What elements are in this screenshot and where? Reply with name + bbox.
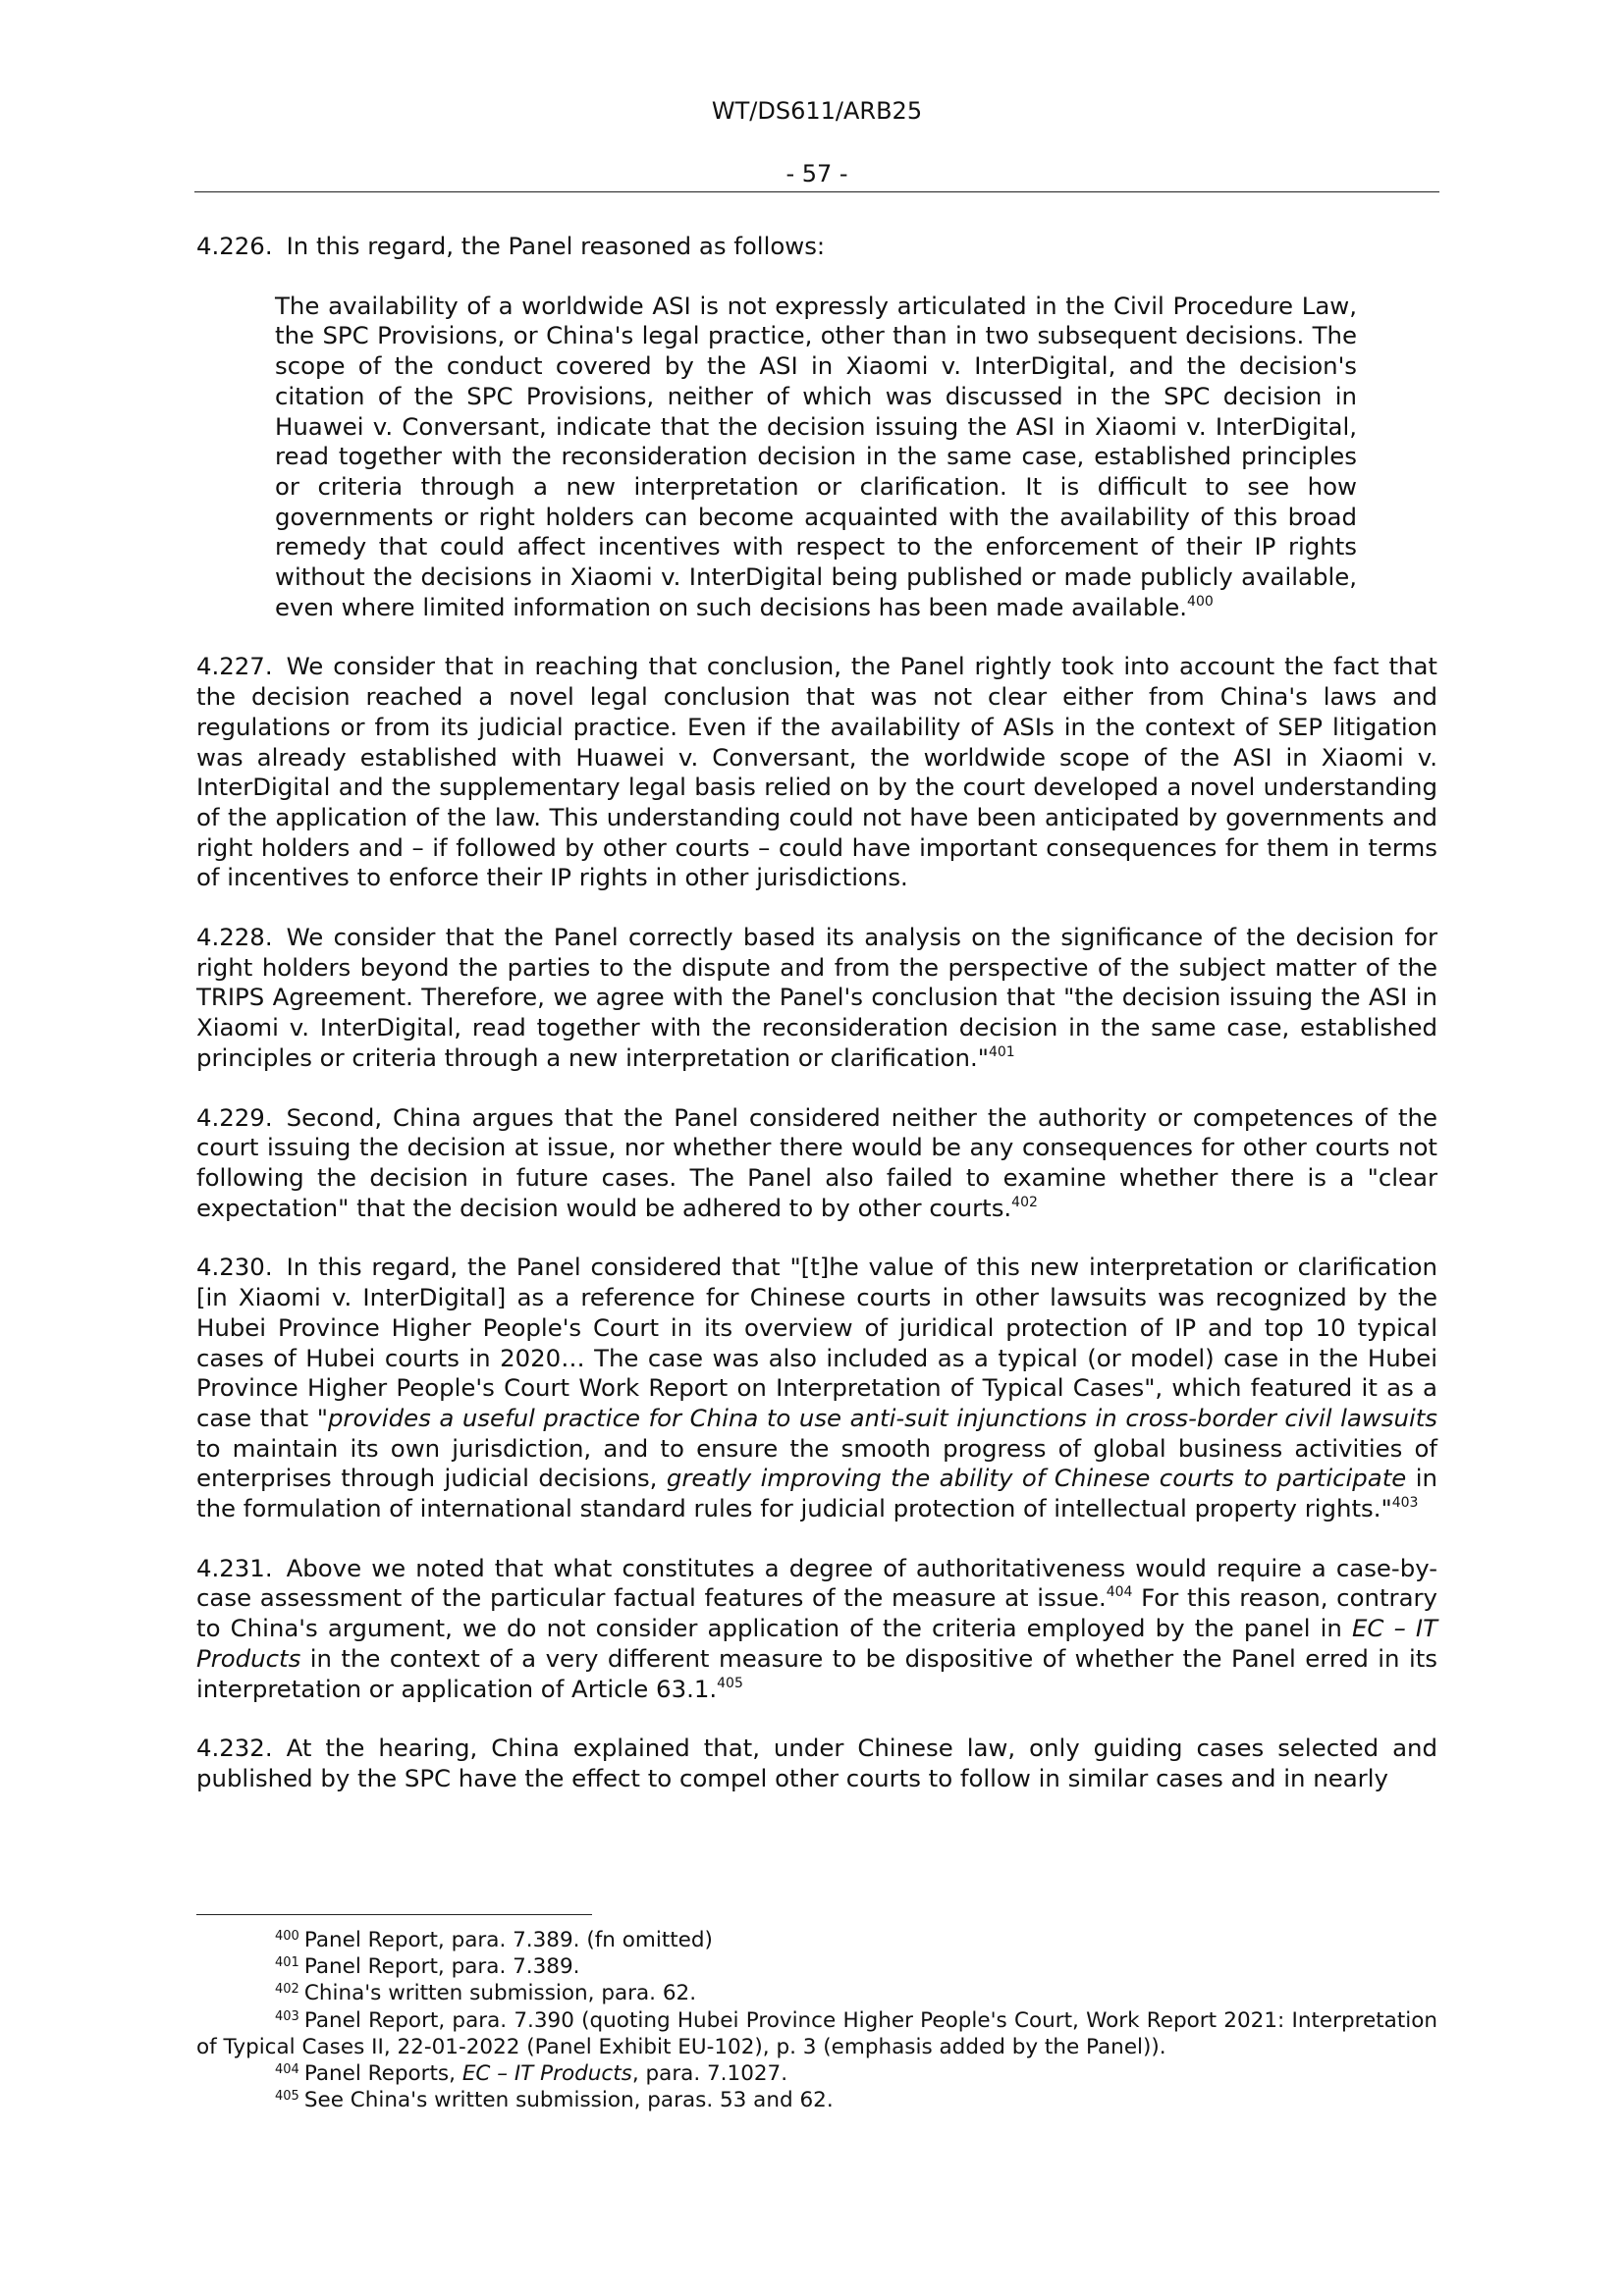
paragraph-text: Second, China argues that the Panel considered neither the authority or competences of the court issuing the decision at issue, nor whether there would be any consequences for other courts not following the decision in future cases. The Panel also failed to examine whether there is a "clear expectation" that the decision would be adhered to by other courts. <box>196 1102 1437 1222</box>
footnote-ref[interactable]: 404 <box>1106 1584 1133 1601</box>
case-name: EC – IT Products <box>196 1614 1437 1673</box>
paragraph-text: In this regard, the Panel considered that "[t]he value of this new interpretation or clarification [in Xiaomi v. InterDigital] as a reference for Chinese courts in other lawsuits was recognized by the Hubei Province Higher People's Court in its overview of juridical protection of IP and top 10 typical cases of Hubei courts in 2020… The case was also included as a typical (or model) case in the Hubei Province Higher People's Court Work Report on Interpretation of Typical Cases", which featured it as a case that " <box>196 1253 1437 1432</box>
paragraph-text: Above we noted that what constitutes a degree of authoritativeness would require a case-by-case assessment of the particular factual features of the measure at issue. <box>196 1553 1437 1613</box>
paragraph-text: In this regard, the Panel reasoned as follows: <box>286 232 826 260</box>
footnote-text: Panel Report, para. 7.390 (quoting Hubei Province Higher People's Court, Work Report 2021: Interpretation of Typical Cases II, 22-01-2022 (Panel Exhibit EU-102), p. 3 (emphasis added by the Panel)). <box>196 2007 1437 2059</box>
paragraph-number: 4.232. <box>196 1734 273 1763</box>
footnote-text: See China's written submission, paras. 53 and 62. <box>303 2088 834 2113</box>
case-name: EC – IT Products <box>461 2061 632 2087</box>
paragraph-number: 4.229. <box>196 1102 273 1132</box>
page-number: - 57 - <box>785 160 848 187</box>
paragraph-4-229 <box>196 1103 1437 1224</box>
footnote-separator <box>196 1914 592 1915</box>
paragraph-text: in the formulation of international standard rules for judicial protection of intellectual property rights." <box>196 1464 1437 1523</box>
footnote-number: 404 <box>275 2062 299 2078</box>
paragraph-number: 4.230. <box>196 1253 273 1282</box>
footnote-number: 400 <box>275 1929 299 1944</box>
footnote-ref[interactable]: 400 <box>1187 593 1214 610</box>
paragraph-text: At the hearing, China explained that, under Chinese law, only guiding cases selected and published by the SPC have the effect to compel other courts to follow in similar cases and in nearly <box>196 1734 1437 1792</box>
footnote-401 <box>196 1953 1437 1980</box>
document-body <box>196 232 1437 1824</box>
paragraph-4-232 <box>196 1734 1437 1793</box>
paragraph-number: 4.227. <box>196 652 273 681</box>
paragraph-text: in the context of a very different measure to be dispositive of whether the Panel erred in its interpretation or application of Article 63.1. <box>196 1643 1437 1703</box>
footnote-number: 401 <box>275 1955 299 1971</box>
footnote-number: 405 <box>275 2089 299 2105</box>
paragraph-text: We consider that in reaching that conclusion, the Panel rightly took into account the fact that the decision reached a novel legal conclusion that was not clear either from China's laws and regulations or from its judicial practice. Even if the availability of ASIs in the context of SEP litigation was already established with Huawei v. Conversant, the worldwide scope of the ASI in Xiaomi v. InterDigital and the supplementary legal basis relied on by the court developed a novel understanding of the application of the law. This understanding could not have been anticipated by governments and right holders and – if followed by other courts – could have important consequences for them in terms of incentives to enforce their IP rights in other jurisdictions. <box>196 652 1437 892</box>
footnotes <box>196 1927 1437 2113</box>
footnote-text: Panel Reports, <box>303 2061 462 2087</box>
paragraph-text: to maintain its own jurisdiction, and to ensure the smooth progress of global business activities of enterprises through judicial decisions, <box>196 1433 1437 1493</box>
footnote-402 <box>196 1980 1437 2006</box>
emphasized-text: greatly improving the ability of Chinese courts to participate <box>666 1464 1407 1493</box>
paragraph-text: We consider that the Panel correctly based its analysis on the significance of the decision for right holders beyond the parties to the dispute and from the perspective of the subject matter of the TRIPS Agreement. Therefore, we agree with the Panel's conclusion that "the decision issuing the ASI in Xiaomi v. InterDigital, read together with the reconsideration decision in the same case, established principles or criteria through a new interpretation or clarification." <box>196 923 1437 1072</box>
paragraph-text: For this reason, contrary to China's argument, we do not consider application of the criteria employed by the panel in <box>196 1583 1437 1643</box>
footnote-number: 402 <box>275 1982 299 1998</box>
paragraph-4-231 <box>196 1554 1437 1705</box>
paragraph-number: 4.226. <box>196 232 273 260</box>
footnote-ref[interactable]: 405 <box>717 1675 743 1691</box>
block-quote <box>275 292 1357 623</box>
paragraph-4-226 <box>196 232 1437 622</box>
footnote-ref[interactable]: 403 <box>1391 1495 1419 1512</box>
quote-text: The availability of a worldwide ASI is not expressly articulated in the Civil Procedure Law, the SPC Provisions, or China's legal practice, other than in two subsequent decisions. The scope of the conduct covered by the ASI in Xiaomi v. InterDigital, and the decision's citation of the SPC Provisions, neither of which was discussed in the SPC decision in Huawei v. Conversant, indicate that the decision issuing the ASI in Xiaomi v. InterDigital, read together with the reconsideration decision in the same case, established principles or criteria through a new interpretation or clarification. It is difficult to see how governments or right holders can become acquainted with the availability of this broad remedy that could affect incentives with respect to the enforcement of their IP rights without the decisions in Xiaomi v. InterDigital being published or made publicly available, even where limited information on such decisions has been made available. <box>275 291 1357 621</box>
paragraph-number: 4.231. <box>196 1553 273 1582</box>
footnote-number: 403 <box>275 2008 299 2024</box>
footnote-text: Panel Report, para. 7.389. (fn omitted) <box>303 1928 713 1952</box>
footnote-text: China's written submission, para. 62. <box>303 1981 697 2006</box>
paragraph-4-230 <box>196 1253 1437 1523</box>
header-rule <box>194 191 1439 192</box>
footnote-text: , para. 7.1027. <box>631 2061 788 2087</box>
paragraph-4-227 <box>196 652 1437 893</box>
emphasized-text: provides a useful practice for China to use anti-suit injunctions in cross-border civil lawsuits <box>327 1403 1438 1432</box>
paragraph-number: 4.228. <box>196 923 273 952</box>
footnote-404 <box>196 2060 1437 2087</box>
footnote-ref[interactable]: 401 <box>988 1043 1015 1060</box>
footnote-403 <box>196 2007 1437 2060</box>
paragraph-4-228 <box>196 923 1437 1074</box>
footnote-405 <box>196 2087 1437 2113</box>
footnote-ref[interactable]: 402 <box>1011 1194 1038 1210</box>
document-code: WT/DS611/ARB25 <box>711 97 923 125</box>
footnote-text: Panel Report, para. 7.389. <box>303 1954 580 1980</box>
footnote-400 <box>196 1927 1437 1953</box>
